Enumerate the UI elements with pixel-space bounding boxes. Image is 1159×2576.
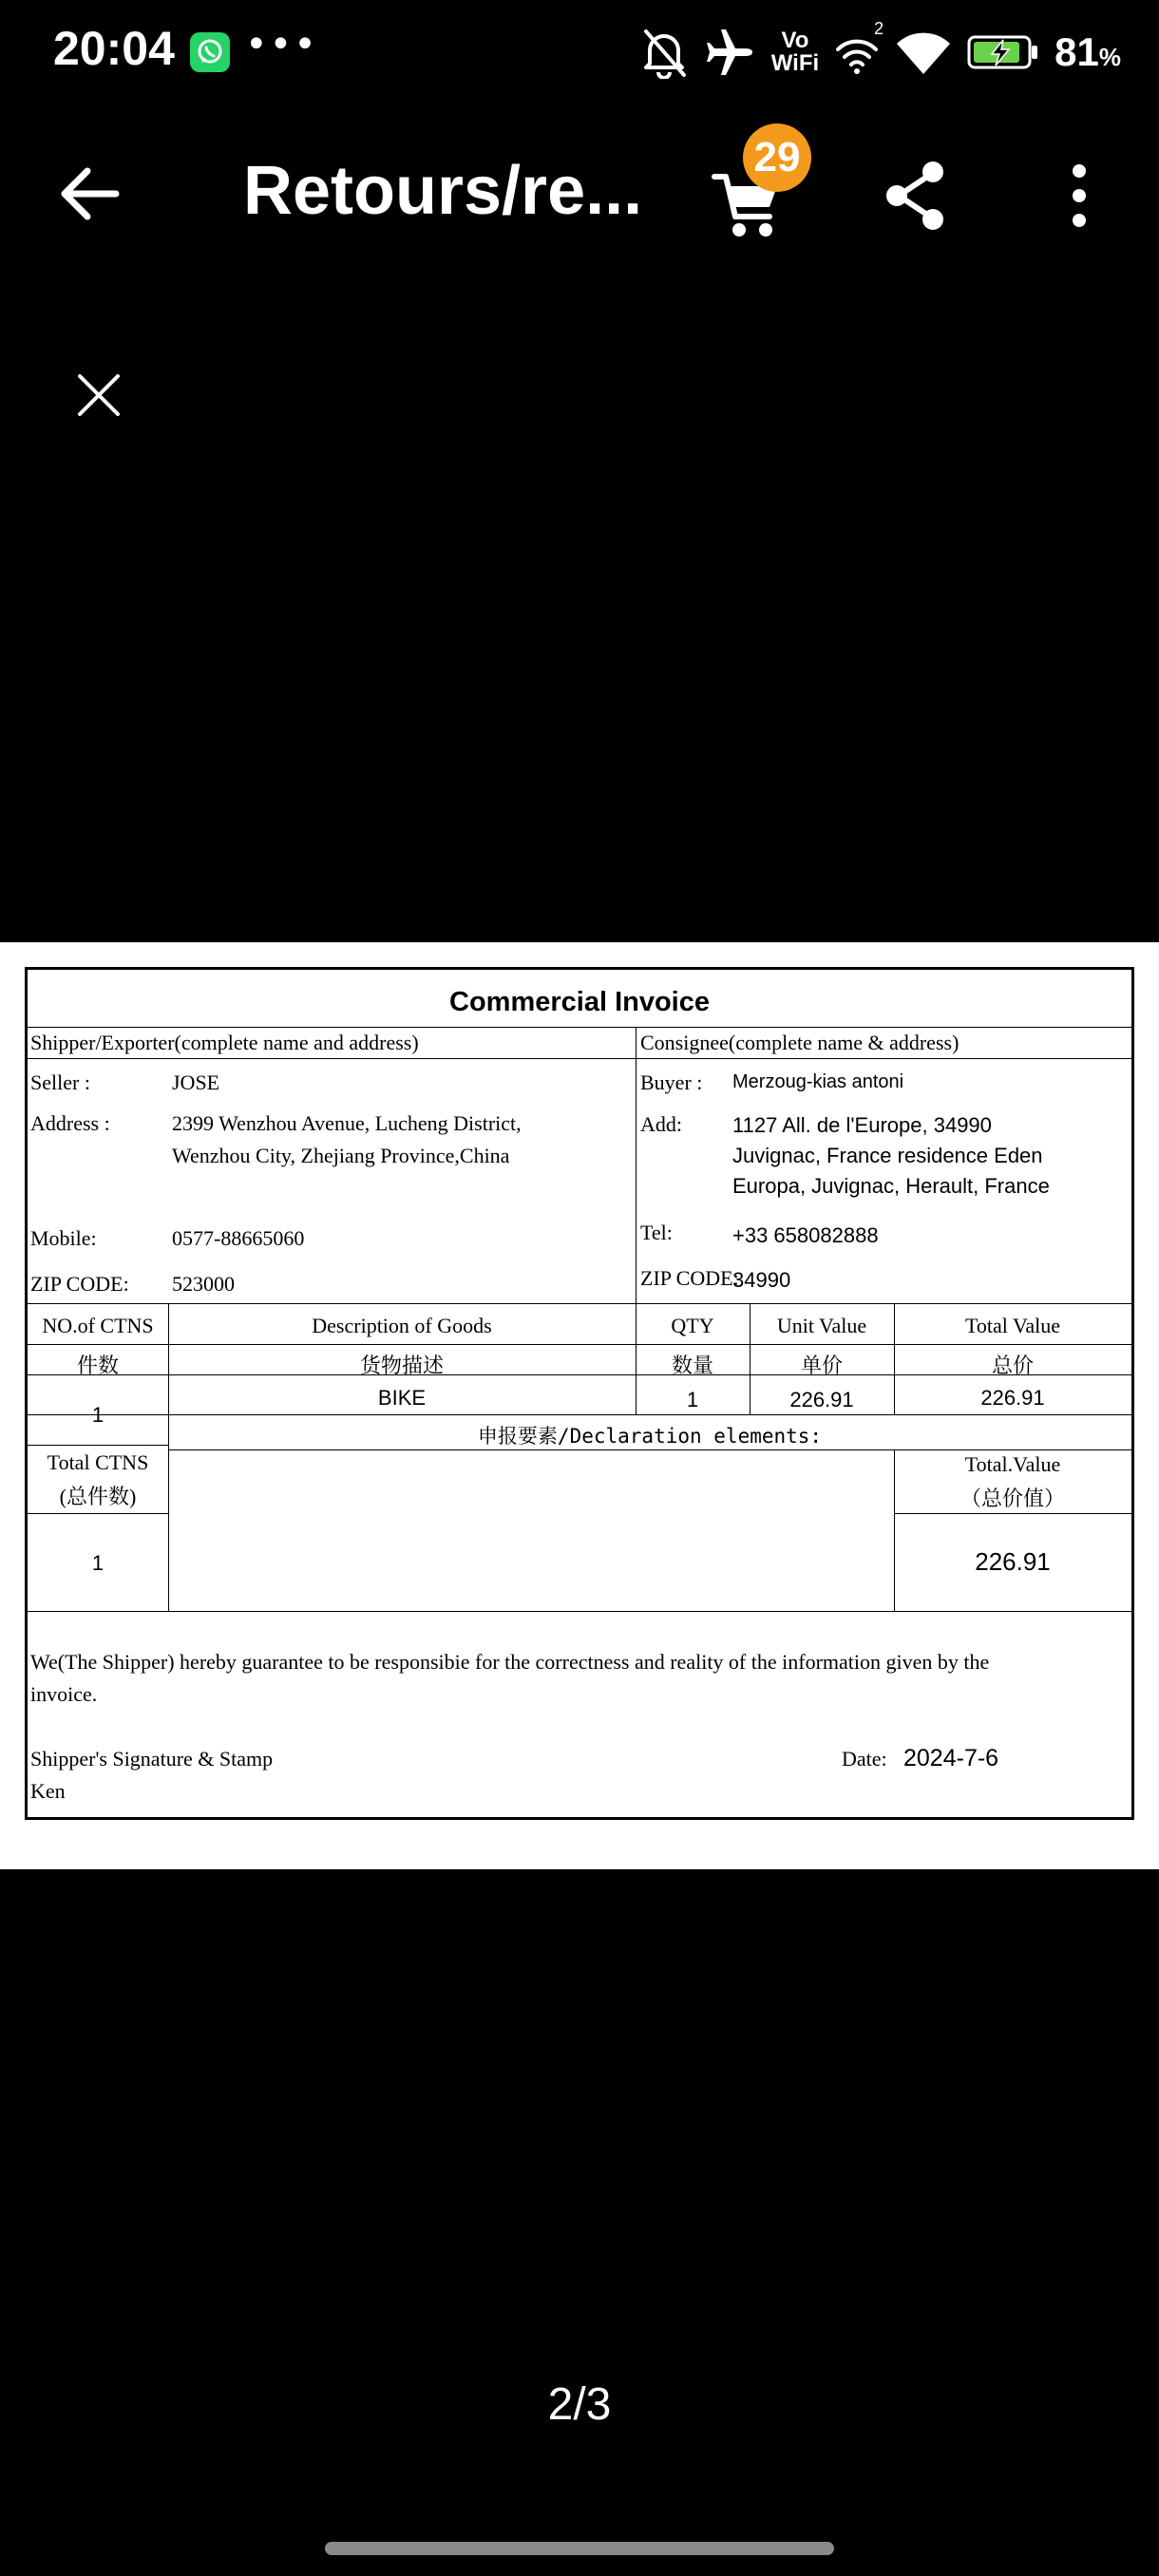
- divider: [894, 1513, 1131, 1514]
- buyer-zip-value: 34990: [732, 1268, 791, 1292]
- address-line: Wenzhou City, Zhejiang Province,China: [172, 1144, 510, 1167]
- date-value: 2024-7-6: [903, 1745, 999, 1771]
- status-time: 20:04: [53, 22, 175, 75]
- close-icon[interactable]: [74, 370, 124, 420]
- row-desc: BIKE: [377, 1386, 427, 1410]
- declaration-elements: 申报要素/Declaration elements:: [477, 1425, 823, 1448]
- total-ctns-cn: (总件数): [59, 1485, 137, 1508]
- divider: [28, 1303, 1131, 1304]
- divider: [28, 1445, 168, 1446]
- invoice-frame: [25, 967, 1134, 1820]
- status-bar: [0, 0, 1159, 104]
- divider: [28, 1344, 1131, 1345]
- tel-label: Tel:: [640, 1221, 673, 1244]
- gesture-home-bar[interactable]: [325, 2542, 834, 2555]
- col-ctns-cn: 件数: [76, 1354, 119, 1377]
- consignee-header: Consignee(complete name & address): [640, 1031, 960, 1054]
- seller-label: Seller :: [30, 1070, 90, 1094]
- divider: [28, 1058, 1131, 1059]
- total-value-cn: （总价值）: [960, 1487, 1065, 1510]
- row-ctns: 1: [91, 1403, 104, 1427]
- more-options-icon[interactable]: [1062, 160, 1096, 232]
- page-indicator: 2/3: [547, 2379, 612, 2430]
- battery-charging-icon: [967, 33, 1039, 71]
- zip-value: 523000: [172, 1272, 235, 1296]
- signature-value: Ken: [30, 1779, 66, 1803]
- share-icon[interactable]: [882, 160, 948, 232]
- more-notifications-icon: •••: [245, 23, 318, 66]
- row-unit: 226.91: [789, 1388, 854, 1411]
- cart-count-badge: 29: [743, 123, 811, 192]
- buyer-zip-label: ZIP CODE:: [640, 1266, 739, 1290]
- add-line: 1127 All. de l'Europe, 34990: [732, 1113, 992, 1137]
- row-qty: 1: [686, 1388, 699, 1411]
- seller-value: JOSE: [172, 1070, 220, 1094]
- total-ctns-value: 1: [91, 1551, 104, 1575]
- invoice-title: Commercial Invoice: [449, 987, 710, 1017]
- address-label: Address :: [30, 1111, 110, 1135]
- col-desc-header: Description of Goods: [312, 1314, 492, 1337]
- total-value-value: 226.91: [975, 1547, 1051, 1576]
- whatsapp-icon: [190, 32, 230, 72]
- col-total-cn: 总价: [991, 1354, 1034, 1377]
- guarantee-text: We(The Shipper) hereby guarantee to be responsibie for the correctness and reality of the information given by the: [30, 1650, 990, 1674]
- mobile-label: Mobile:: [30, 1226, 97, 1250]
- col-qty-header: QTY: [671, 1314, 714, 1337]
- divider: [28, 1611, 1131, 1612]
- divider: [28, 1027, 1131, 1028]
- shipper-header: Shipper/Exporter(complete name and address): [30, 1031, 419, 1054]
- wifi-icon: [895, 28, 952, 76]
- divider: [28, 1414, 1131, 1415]
- system-icons: [640, 19, 1121, 85]
- vowifi-icon: Vo WiFi: [770, 28, 820, 76]
- signature-label: Shipper's Signature & Stamp: [30, 1747, 274, 1771]
- total-ctns-label: Total CTNS: [47, 1450, 149, 1474]
- signal-2-icon: [834, 28, 880, 76]
- buyer-label: Buyer :: [640, 1070, 703, 1094]
- row-total: 226.91: [980, 1386, 1045, 1410]
- mobile-value: 0577-88665060: [172, 1226, 305, 1250]
- col-total-header: Total Value: [964, 1314, 1061, 1337]
- address-line: 2399 Wenzhou Avenue, Lucheng District,: [172, 1111, 522, 1135]
- guarantee-text: invoice.: [30, 1682, 98, 1706]
- buyer-value: Merzoug-kias antoni: [732, 1071, 904, 1092]
- col-unit-cn: 单价: [800, 1354, 843, 1377]
- back-arrow-icon[interactable]: [59, 163, 120, 224]
- add-label: Add:: [640, 1112, 682, 1136]
- bell-muted-icon: [640, 26, 688, 79]
- col-desc-cn: 货物描述: [359, 1354, 444, 1377]
- tel-value: +33 658082888: [732, 1223, 879, 1247]
- invoice-image[interactable]: [0, 942, 1159, 1869]
- app-bar: [0, 123, 1159, 266]
- total-value-label: Total.Value: [964, 1452, 1061, 1476]
- col-qty-cn: 数量: [671, 1354, 713, 1377]
- sim2-signal: 2: [834, 28, 880, 76]
- col-unit-header: Unit Value: [776, 1314, 867, 1337]
- col-ctns-header: NO.of CTNS: [42, 1314, 154, 1337]
- battery-percent: 81%: [1054, 29, 1121, 74]
- divider: [28, 1513, 168, 1514]
- zip-label: ZIP CODE:: [30, 1272, 129, 1296]
- page-title: Retours/re...: [243, 153, 643, 229]
- add-line: Europa, Juvignac, Herault, France: [732, 1174, 1050, 1198]
- divider: [168, 1449, 1131, 1450]
- date-label: Date:: [842, 1747, 887, 1771]
- airplane-icon: [703, 26, 756, 79]
- add-line: Juvignac, France residence Eden: [732, 1144, 1043, 1167]
